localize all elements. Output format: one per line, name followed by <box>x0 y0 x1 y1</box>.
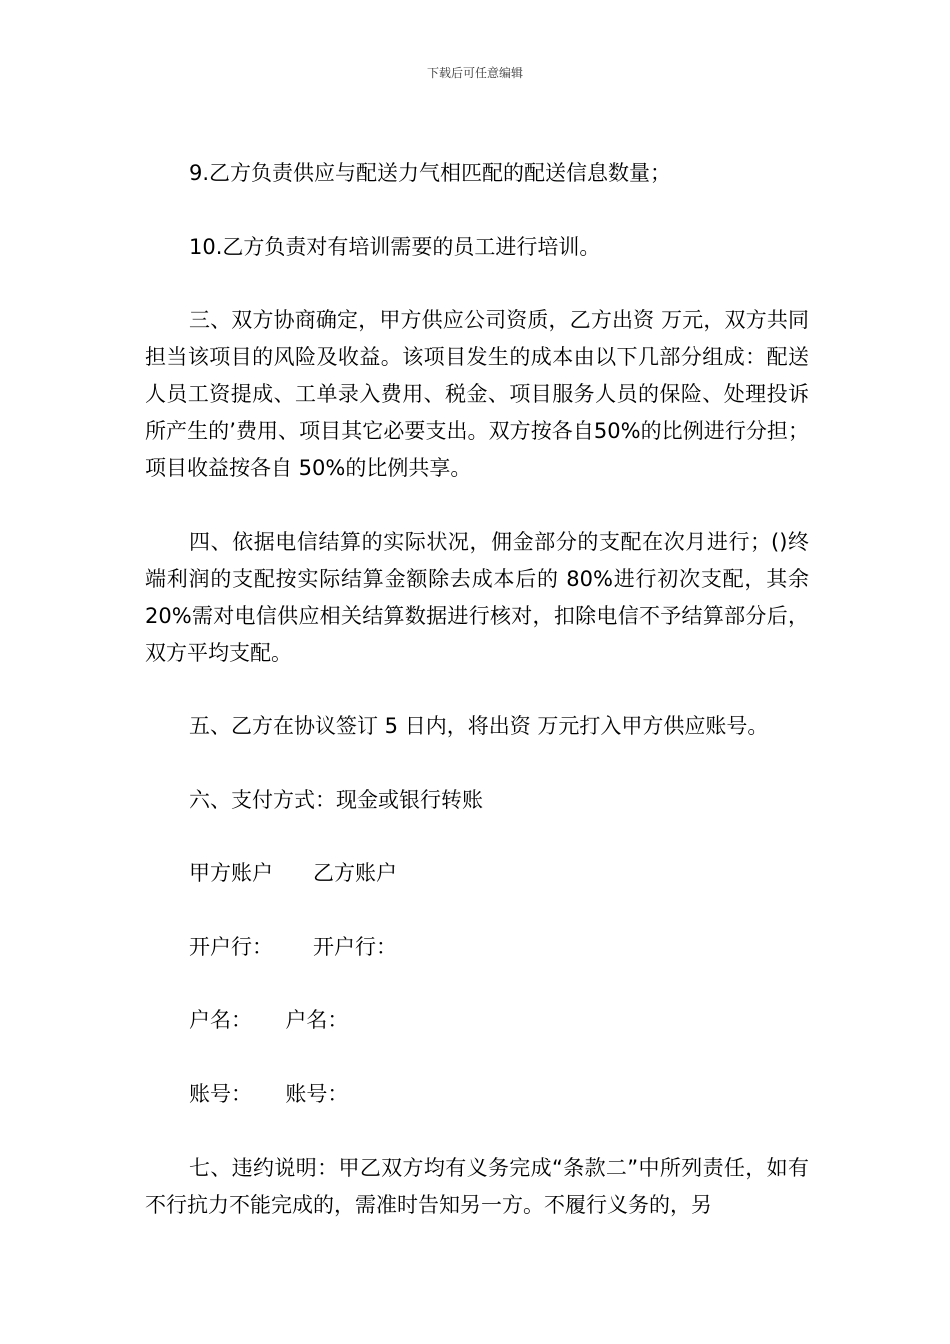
paragraph-item-9: 9.乙方负责供应与配送力气相匹配的配送信息数量； <box>189 161 672 185</box>
paragraph-item-10: 10.乙方负责对有培训需要的员工进行培训。 <box>189 235 601 259</box>
page-header: 下载后可任意编辑 <box>426 66 523 80</box>
account-row-number: 账号： 账号： <box>189 1082 349 1106</box>
account-row-bank: 开户行： 开户行： <box>189 935 398 959</box>
paragraph-section-3: 三、双方协商确定，甲方供应公司资质，乙方出资 万元，双方共同担当该项目的风险及收益。该项目发生的成本由以下几部分组成：配送人员工资提成、工单录入费用、税金、项目服务人员的保险、处理投诉所产生的’费用、项目其它必要支出。双方按各自50%的比例进行分担；项目收益按各自 50%的比例共享。 <box>145 308 809 480</box>
account-row-labels: 甲方账户 乙方账户 <box>189 861 398 885</box>
paragraph-section-6: 六、支付方式：现金或银行转账 <box>189 788 483 812</box>
paragraph-section-5: 五、乙方在协议签订 5 日内，将出资 万元打入甲方供应账号。 <box>189 714 769 738</box>
paragraph-section-4: 四、依据电信结算的实际状况，佣金部分的支配在次月进行；()终端利润的支配按实际结算金额除去成本后的 80%进行初次支配，其余 20%需对电信供应相关结算数据进行核对，扣除电信不予结算部分后，双方平均支配。 <box>145 530 816 665</box>
account-row-name: 户名： 户名： <box>189 1008 349 1032</box>
paragraph-section-7: 七、违约说明：甲乙双方均有义务完成“条款二”中所列责任，如有不行抗力不能完成的，需准时告知另一方。不履行义务的，另 <box>145 1156 809 1217</box>
